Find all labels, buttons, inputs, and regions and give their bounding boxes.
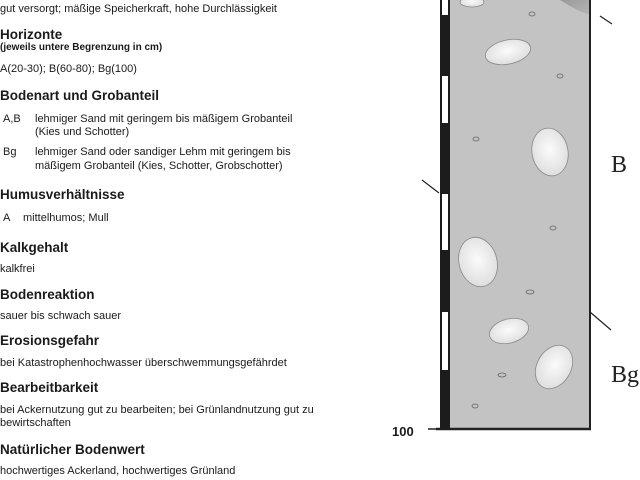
heading-bodenart: Bodenart und Grobanteil xyxy=(0,88,160,103)
kalk-text: kalkfrei xyxy=(0,263,35,275)
horizon-label-b: B xyxy=(611,152,628,178)
reaktion-text: sauer bis schwach sauer xyxy=(0,310,122,322)
bearbeit-line1: bei Ackernutzung gut zu bearbeiten; bei Grünlandnutzung gut zu xyxy=(0,404,314,416)
horizon-label-bg: Bg xyxy=(611,362,640,388)
humus-label: A xyxy=(3,212,11,224)
bodenart-label-bg: Bg xyxy=(3,146,17,158)
humus-text: mittelhumos; Mull xyxy=(23,212,109,224)
heading-reaktion: Bodenreaktion xyxy=(0,287,95,302)
horizon-boundary-a-b xyxy=(600,16,612,24)
heading-humus: Humusverhältnisse xyxy=(0,187,125,202)
heading-kalk: Kalkgehalt xyxy=(0,240,69,255)
heading-bodenwert: Natürlicher Bodenwert xyxy=(0,442,145,457)
bodenart-bg-line2: mäßigem Grobanteil (Kies, Schotter, Grobschotter) xyxy=(35,160,283,172)
bodenart-ab-line1: lehmiger Sand mit geringem bis mäßigem Grobanteil xyxy=(35,113,293,125)
bearbeit-line2: bewirtschaften xyxy=(0,417,71,429)
horizon-boundary-left xyxy=(422,180,439,193)
heading-erosion: Erosionsgefahr xyxy=(0,333,100,348)
subheading-horizonte: (jeweils untere Begrenzung in cm) xyxy=(0,42,163,53)
depth-scale-bar xyxy=(440,0,450,430)
bodenwert-text: hochwertiges Ackerland, hochwertiges Grünland xyxy=(0,465,236,477)
bodenart-bg-line1: lehmiger Sand oder sandiger Lehm mit geringem bis xyxy=(35,146,291,158)
bodenart-ab-line2: (Kies und Schotter) xyxy=(35,126,130,138)
bodenart-label-ab: A,B xyxy=(3,113,21,125)
intro-line: gut versorgt; mäßige Speicherkraft, hohe Durchlässigkeit xyxy=(0,3,277,15)
depth-label: 100 xyxy=(392,424,414,439)
erosion-text: bei Katastrophenhochwasser überschwemmungsgefährdet xyxy=(0,357,287,369)
horizon-boundary-b-bg xyxy=(590,312,611,330)
horizonte-text: A(20-30); B(60-80); Bg(100) xyxy=(0,63,137,75)
heading-bearbeit: Bearbeitbarkeit xyxy=(0,380,99,395)
heading-horizonte: Horizonte xyxy=(0,27,63,42)
